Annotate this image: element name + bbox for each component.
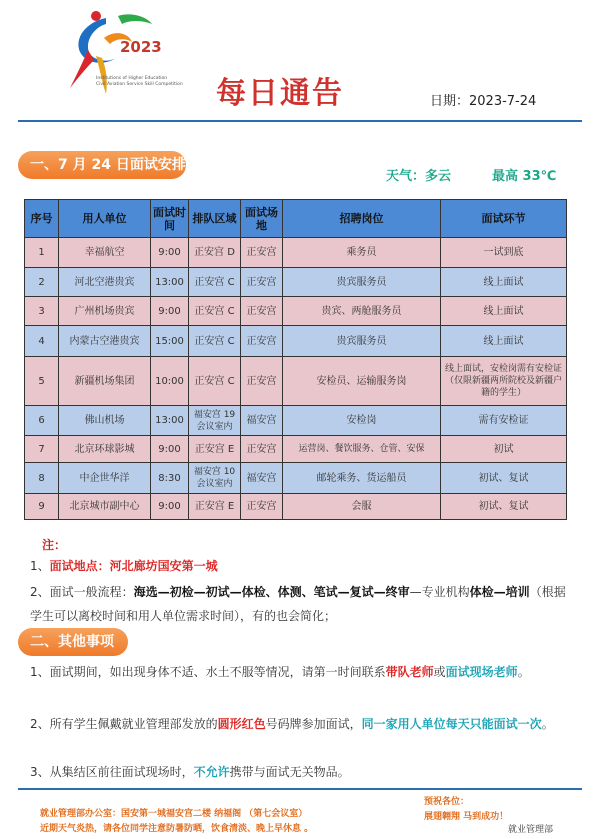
item-2-red-badge: 圆形红色 xyxy=(217,717,266,731)
cell: 7 xyxy=(25,436,59,463)
table-row xyxy=(25,357,567,406)
cell: 正安宫 xyxy=(241,297,283,326)
cell: 初试、复试 xyxy=(441,494,567,520)
table-row xyxy=(25,406,567,436)
footer-divider xyxy=(18,788,582,790)
table-row xyxy=(25,238,567,268)
header-queue-area: 排队区域 xyxy=(189,200,241,238)
item-1 xyxy=(30,660,575,684)
note-2-mid: —专业机构 xyxy=(409,585,470,599)
temperature-label: 最高 33℃ xyxy=(492,169,557,184)
cell: 13:00 xyxy=(151,406,189,436)
cell: 线上面试 xyxy=(441,326,567,357)
cell: 中企世华洋 xyxy=(59,463,151,494)
cell: 8:30 xyxy=(151,463,189,494)
cell: 安检岗 xyxy=(283,406,441,436)
cell: 9:00 xyxy=(151,238,189,268)
section-2-title: 二、其他事项 xyxy=(18,628,128,656)
cell: 正安宫 xyxy=(241,326,283,357)
item-2-end: 。 xyxy=(541,717,554,731)
header-venue: 面试场地 xyxy=(241,200,283,238)
note-1-prefix: 1、 xyxy=(30,559,50,573)
item-2-rule: 同一家用人单位每天只能面试一次 xyxy=(361,717,542,731)
cell: 运营岗、餐饮服务、仓管、安保 xyxy=(283,436,441,463)
cell: 10:00 xyxy=(151,357,189,406)
footer-wish-1: 预祝各位： xyxy=(424,797,470,807)
cell: 乘务员 xyxy=(283,238,441,268)
table-row xyxy=(25,297,567,326)
item-3-text: 3、从集结区前往面试现场时， xyxy=(30,765,194,779)
table-row xyxy=(25,494,567,520)
cell: 9:00 xyxy=(151,297,189,326)
cell: 8 xyxy=(25,463,59,494)
cell: 正安宫 E xyxy=(189,494,241,520)
item-1-or: 或 xyxy=(433,665,446,679)
table-header-row xyxy=(25,200,567,238)
item-2-mid: 号码牌参加面试， xyxy=(265,717,362,731)
table-row xyxy=(25,268,567,297)
cell: 新疆机场集团 xyxy=(59,357,151,406)
note-2-process: 海选—初检—初试—体检、体测、笔试—复试—终审 xyxy=(133,585,410,599)
cell: 正安宫 C xyxy=(189,357,241,406)
note-1-location: 面试地点：河北廊坊国安第一城 xyxy=(49,559,218,573)
cell: 正安宫 xyxy=(241,238,283,268)
note-1 xyxy=(30,554,575,578)
cell: 贵宾服务员 xyxy=(283,326,441,357)
cell: 北京城市副中心 xyxy=(59,494,151,520)
cell: 佛山机场 xyxy=(59,406,151,436)
footer-office: 就业管理部办公室：国安第一城福安宫二楼 纳福阁 （第七会议室） xyxy=(40,809,308,819)
cell: 9 xyxy=(25,494,59,520)
cell: 正安宫 xyxy=(241,436,283,463)
logo-subtitle-line-1: Institutions of Higher Education xyxy=(96,76,168,81)
cell: 正安宫 C xyxy=(189,297,241,326)
cell: 正安宫 C xyxy=(189,268,241,297)
footer-signature: 就业管理部 xyxy=(508,825,554,835)
cell: 3 xyxy=(25,297,59,326)
cell: 1 xyxy=(25,238,59,268)
item-1-end: 。 xyxy=(517,665,530,679)
cell: 会服 xyxy=(283,494,441,520)
cell: 4 xyxy=(25,326,59,357)
note-2-process-2: 体检—培训 xyxy=(469,585,530,599)
cell: 正安宫 xyxy=(241,268,283,297)
logo-year: 2023 xyxy=(120,38,162,56)
cell: 邮轮乘务、货运船员 xyxy=(283,463,441,494)
header-divider xyxy=(18,120,582,122)
cell: 广州机场贵宾 xyxy=(59,297,151,326)
cell: 幸福航空 xyxy=(59,238,151,268)
cell: 13:00 xyxy=(151,268,189,297)
cell: 福安宫 xyxy=(241,463,283,494)
cell: 河北空港贵宾 xyxy=(59,268,151,297)
logo-subtitle-line-2: Civil Aviation Service Skill Competition xyxy=(96,82,183,87)
table-row xyxy=(25,436,567,463)
header-index: 序号 xyxy=(25,200,59,238)
item-2-text: 2、所有学生佩戴就业管理部发放的 xyxy=(30,717,218,731)
cell: 初试 xyxy=(441,436,567,463)
section-1-title: 一、7 月 24 日面试安排 xyxy=(18,151,186,179)
cell: 正安宫 xyxy=(241,357,283,406)
cell: 9:00 xyxy=(151,494,189,520)
cell: 需有安检证 xyxy=(441,406,567,436)
cell: 福安宫 10 会议室内 xyxy=(189,463,241,494)
cell: 9:00 xyxy=(151,436,189,463)
cell: 福安宫 xyxy=(241,406,283,436)
page-title: 每日通告 xyxy=(216,76,344,111)
item-3 xyxy=(30,760,575,784)
cell: 福安宫 19 会议室内 xyxy=(189,406,241,436)
cell: 贵宾服务员 xyxy=(283,268,441,297)
table-row xyxy=(25,463,567,494)
notes-heading: 注： xyxy=(42,538,67,552)
item-3-end: 携带与面试无关物品。 xyxy=(229,765,350,779)
cell: 5 xyxy=(25,357,59,406)
cell: 线上面试，安检岗需有安检证（仅限新疆两所院校及新疆户籍的学生） xyxy=(441,357,567,406)
cell: 正安宫 xyxy=(241,494,283,520)
cell: 一试到底 xyxy=(441,238,567,268)
cell: 初试、复试 xyxy=(441,463,567,494)
cell: 线上面试 xyxy=(441,297,567,326)
table-row xyxy=(25,326,567,357)
cell: 2 xyxy=(25,268,59,297)
note-2-end: （根据学生可以离校时间和用人单位需求时间），有的也会简化； xyxy=(30,585,566,623)
cell: 15:00 xyxy=(151,326,189,357)
cell: 正安宫 E xyxy=(189,436,241,463)
item-2 xyxy=(30,712,575,736)
note-2 xyxy=(30,580,575,628)
cell: 线上面试 xyxy=(441,268,567,297)
cell: 6 xyxy=(25,406,59,436)
weather-label: 天气：多云 xyxy=(386,169,452,184)
cell: 安检员、运输服务岗 xyxy=(283,357,441,406)
cell: 北京环球影城 xyxy=(59,436,151,463)
date-label: 日期：2023-7-24 xyxy=(430,94,537,109)
item-1-leader: 带队老师 xyxy=(385,665,434,679)
cell: 贵宾、两舱服务员 xyxy=(283,297,441,326)
footer-reminder: 近期天气炎热，请各位同学注意防暑防晒，饮食清淡、晚上早休息 。 xyxy=(40,824,314,834)
header-position: 招聘岗位 xyxy=(283,200,441,238)
cell: 内蒙古空港贵宾 xyxy=(59,326,151,357)
cell: 正安宫 C xyxy=(189,326,241,357)
item-1-onsite-teacher: 面试现场老师 xyxy=(445,665,518,679)
interview-schedule-table xyxy=(24,199,567,520)
cell: 正安宫 D xyxy=(189,238,241,268)
item-3-not-allowed: 不允许 xyxy=(193,765,230,779)
header-stage: 面试环节 xyxy=(441,200,567,238)
header-employer: 用人单位 xyxy=(59,200,151,238)
item-1-text: 1、面试期间，如出现身体不适、水土不服等情况，请第一时间联系 xyxy=(30,665,386,679)
note-2-prefix: 2、面试一般流程： xyxy=(30,585,134,599)
footer-wish-2: 展翅翱翔 马到成功！ xyxy=(424,812,509,822)
header-time: 面试时间 xyxy=(151,200,189,238)
